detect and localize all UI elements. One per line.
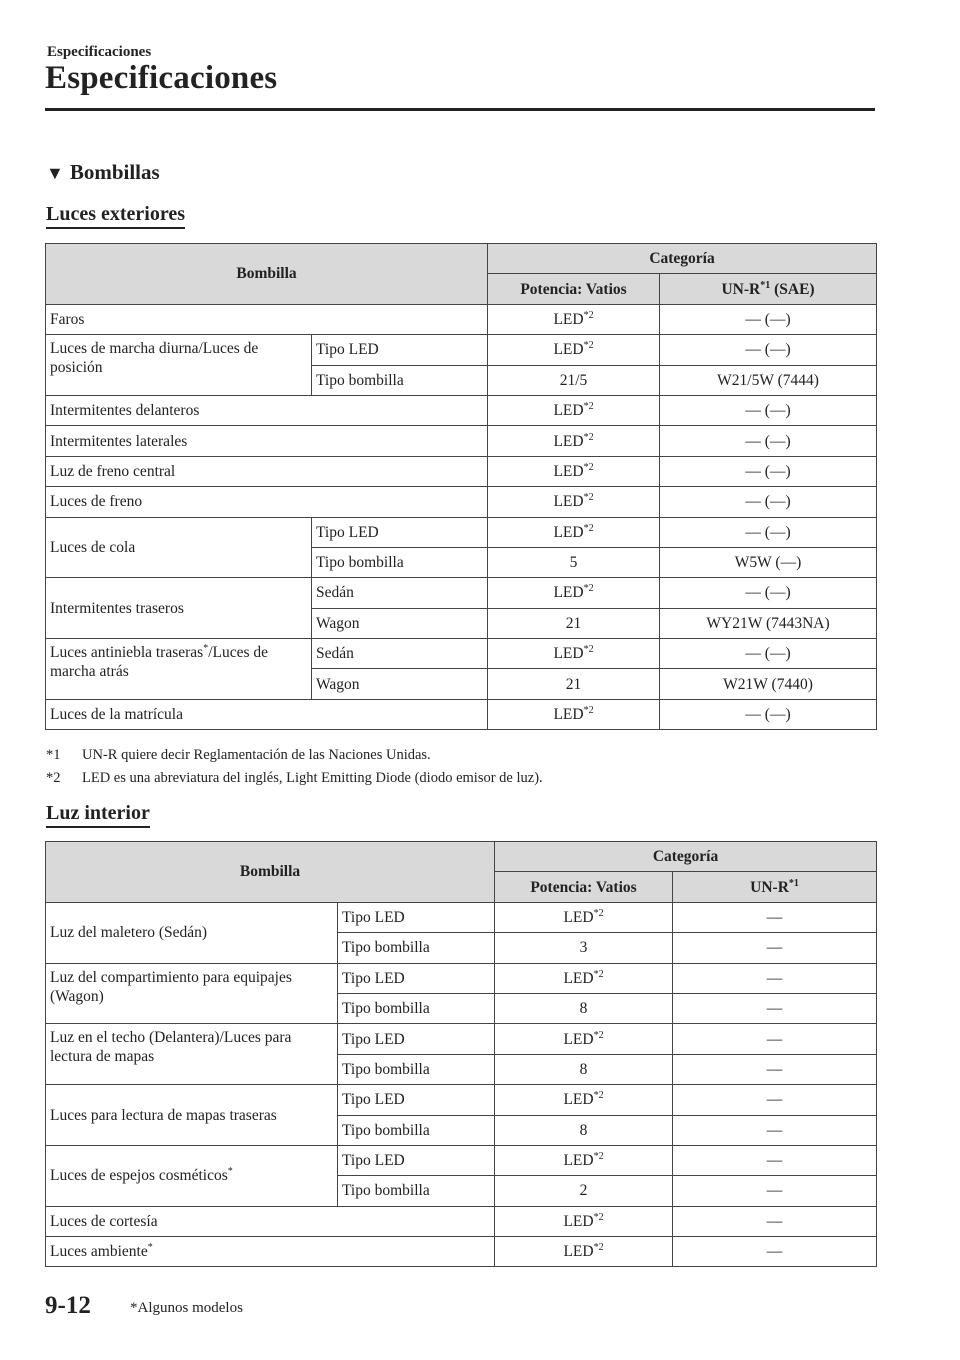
table-row: Luz en el techo (Delantera)/Luces para lectura de mapas Tipo LED LED$^{*2}$ —: [46, 1024, 877, 1054]
header-rule: [45, 108, 875, 111]
footnote: *2 LED es una abreviatura del inglés, Light Emitting Diode (diodo emisor de luz).: [46, 770, 543, 786]
table-row: Luces de freno LED$^{*2}$ — (—): [46, 487, 877, 517]
footer-note: *Algunos modelos: [130, 1300, 243, 1316]
triangle-down-icon: ▼: [46, 163, 64, 183]
table-row: Wagon 21 W21W (7440): [46, 669, 877, 699]
col-unr: $UN-R^{*1}$: [673, 872, 877, 902]
col-categoria: Categoría: [495, 842, 877, 872]
table-row: Luces de cola Tipo LED LED$^{*2}$ — (—): [46, 517, 877, 547]
table-row: Tipo bombilla 8 —: [46, 1115, 877, 1145]
col-potencia: Potencia: Vatios: [495, 872, 673, 902]
table-row: Luces antiniebla traseras*/Luces de marcha atrás Sedán LED$^{*2}$ — (—): [46, 639, 877, 669]
col-categoria: Categoría: [488, 244, 877, 274]
table-row: Intermitentes laterales LED$^{*2}$ — (—): [46, 426, 877, 456]
col-potencia: Potencia: Vatios: [488, 274, 660, 304]
table-row: Luces ambiente* LED$^{*2}$ —: [46, 1237, 877, 1267]
table-row: Tipo bombilla 5 W5W (—): [46, 547, 877, 577]
table-row: Faros LED$^{*2}$ — (—): [46, 304, 877, 334]
table-row: Luz del compartimiento para equipajes (Wagon) Tipo LED LED$^{*2}$ —: [46, 963, 877, 993]
col-unr: $UN-R^{*1}$ (SAE): [660, 274, 877, 304]
col-bombilla: Bombilla: [46, 842, 495, 903]
section-title-text: Bombillas: [69, 160, 160, 184]
section-title: [46, 160, 160, 185]
table-row: Intermitentes traseros Sedán LED$^{*2}$ — (—): [46, 578, 877, 608]
table-row: Tipo bombilla 21/5 W21/5W (7444): [46, 365, 877, 395]
interior-table: [45, 841, 877, 1267]
footnote: *1 UN-R quiere decir Reglamentación de las Naciones Unidas.: [46, 747, 431, 763]
table-row: Luces de la matrícula LED$^{*2}$ — (—): [46, 699, 877, 729]
table-row: Tipo bombilla 2 —: [46, 1176, 877, 1206]
table-row: Luces para lectura de mapas traseras Tipo LED LED$^{*2}$ —: [46, 1085, 877, 1115]
table-row: Wagon 21 WY21W (7443NA): [46, 608, 877, 638]
table-row: Tipo bombilla 8 —: [46, 993, 877, 1023]
running-header: Especificaciones: [47, 44, 152, 60]
interior-title: Luz interior: [46, 802, 150, 828]
table-row: Luces de espejos cosméticos* Tipo LED LED$^{*2}$ —: [46, 1145, 877, 1175]
page-number: 9-12: [45, 1292, 91, 1319]
table-row: Tipo bombilla 8 —: [46, 1054, 877, 1084]
table-row: Tipo bombilla 3 —: [46, 933, 877, 963]
table-row: Luces de marcha diurna/Luces de posición Tipo LED LED$^{*2}$ — (—): [46, 335, 877, 365]
table-row: Intermitentes delanteros LED$^{*2}$ — (—): [46, 395, 877, 425]
table-row: Luz de freno central LED$^{*2}$ — (—): [46, 456, 877, 486]
exterior-title: Luces exteriores: [46, 203, 185, 229]
chapter-title: Especificaciones: [45, 60, 278, 96]
footnotes: [46, 744, 543, 790]
table-row: Luz del maletero (Sedán) Tipo LED LED$^{*2}$ —: [46, 902, 877, 932]
exterior-table: [45, 243, 877, 730]
col-bombilla: Bombilla: [46, 244, 488, 305]
table-row: Luces de cortesía LED$^{*2}$ —: [46, 1206, 877, 1236]
